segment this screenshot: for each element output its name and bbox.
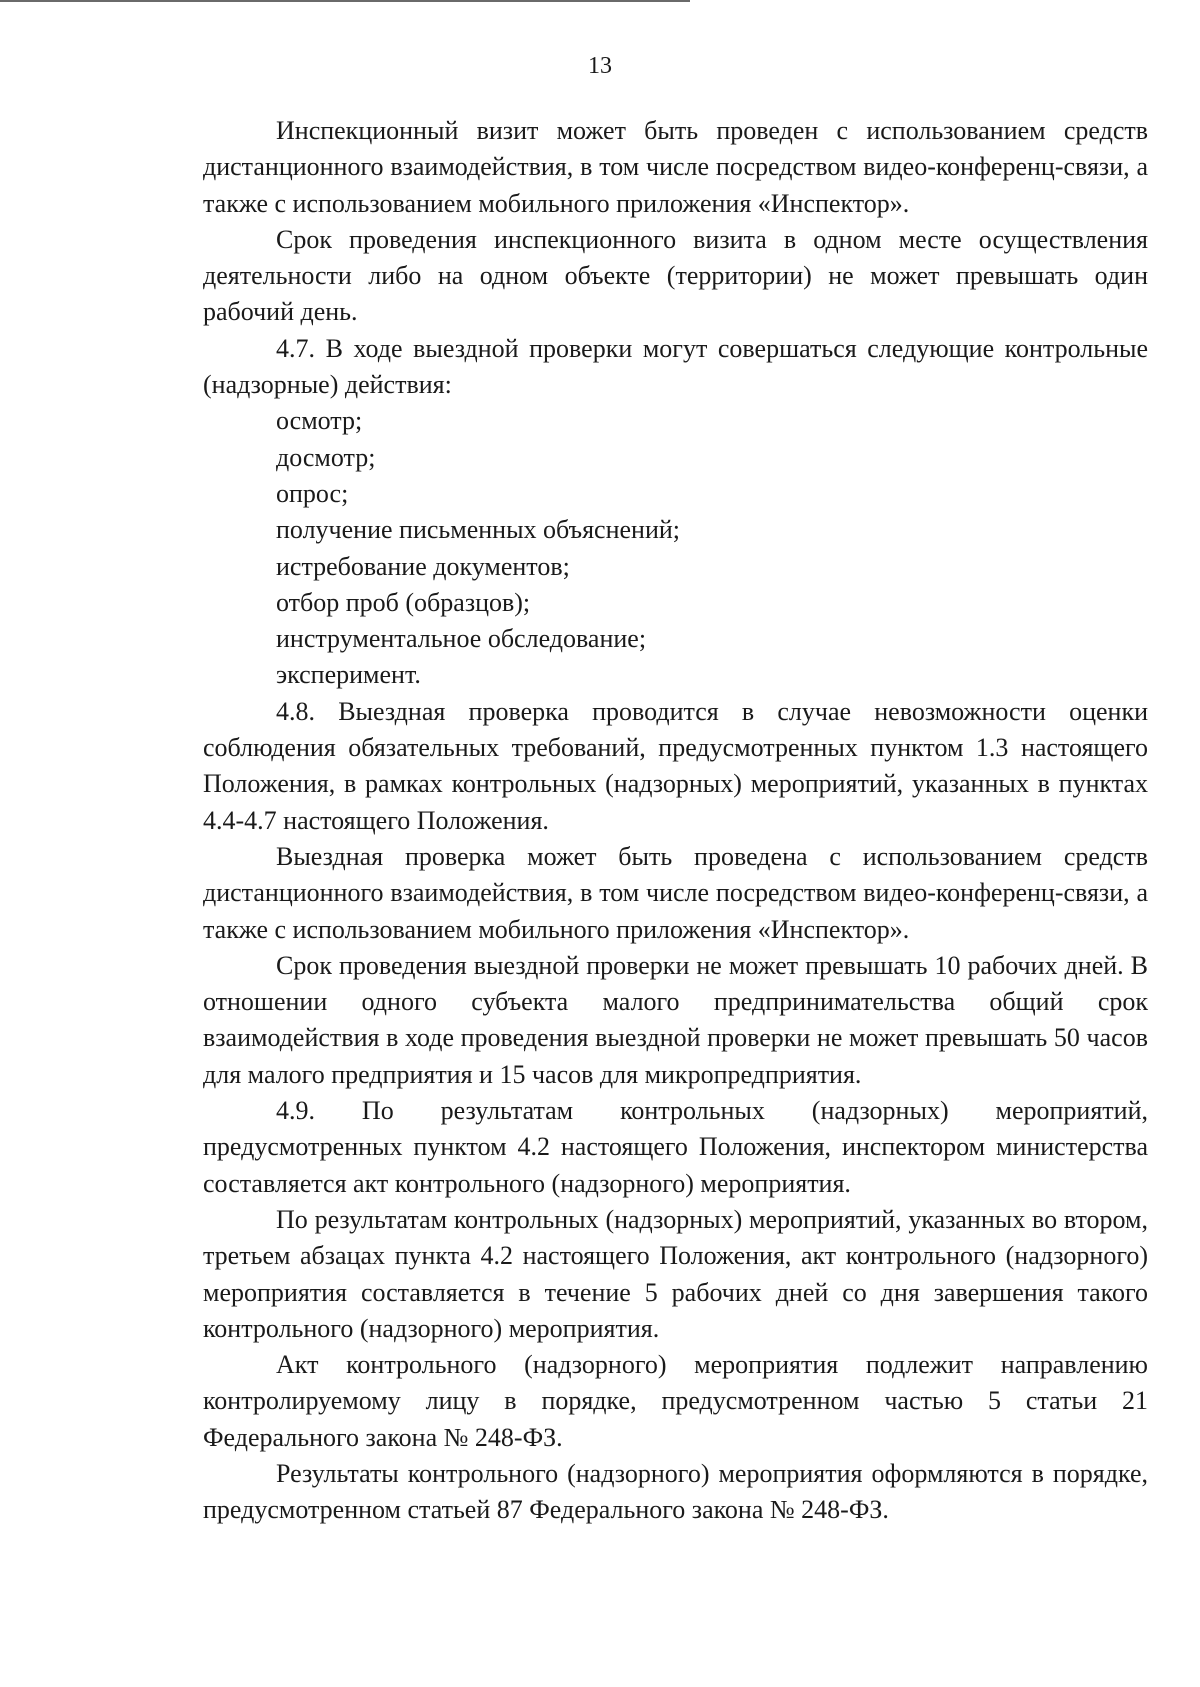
list-item-action: осмотр; xyxy=(276,406,363,436)
paragraph-onsite-check-duration: Срок проведения выездной проверки не может превышать 10 рабочих дней. В отношении одного субъекта малого предпринимательства общий срок взаимодействия в ходе проведения выездной проверки не может превышать 50 часов для малого предприятия и 15 часов для микропредприятия. xyxy=(203,950,1148,1089)
page-number: 13 xyxy=(588,53,612,79)
paragraph-act-delivery: Акт контрольного (надзорного) мероприятия подлежит направлению контролируемому лицу в порядке, предусмотренном частью 5 статьи 21 Федерального закона № 248-ФЗ. xyxy=(203,1350,1148,1452)
list-item-action: досмотр; xyxy=(276,442,376,472)
list-item-action: отбор проб (образцов); xyxy=(276,587,531,617)
paragraph-4-8: 4.8. Выездная проверка проводится в случае невозможности оценки соблюдения обязательных требований, предусмотренных пунктом 1.3 настоящего Положения, в рамках контрольных (надзорных) мероприятий, указанных в пунктах 4.4-4.7 настоящего Положения. xyxy=(203,696,1148,835)
list-item-action: эксперимент. xyxy=(276,660,421,690)
paragraph-inspection-visit-duration: Срок проведения инспекционного визита в одном месте осуществления деятельности либо на одном объекте (территории) не может превышать один рабочий день. xyxy=(203,224,1148,327)
paragraph-inspection-visit-remote: Инспекционный визит может быть проведен с использованием средств дистанционного взаимодействия, в том числе посредством видео-конференц-связи, а также с использованием мобильного приложения «Инспектор». xyxy=(203,116,1148,218)
list-item-action: инструментальное обследование; xyxy=(276,624,647,654)
paragraph-4-9: 4.9. По результатам контрольных (надзорных) мероприятий, предусмотренных пунктом 4.2 настоящего Положения, инспектором министерства составляется акт контрольного (надзорного) мероприятия. xyxy=(203,1096,1148,1198)
document-body xyxy=(203,113,1148,1529)
list-item-action: получение письменных объяснений; xyxy=(276,515,680,545)
scan-edge-line xyxy=(0,0,690,2)
paragraph-act-deadline: По результатам контрольных (надзорных) мероприятий, указанных во втором, третьем абзацах пункта 4.2 настоящего Положения, акт контрольного (надзорного) мероприятия составляется в течение 5 рабочих дней со дня завершения такого контрольного (надзорного) мероприятия. xyxy=(203,1204,1148,1343)
list-item-action: истребование документов; xyxy=(276,551,570,581)
list-item-action: опрос; xyxy=(276,478,349,508)
paragraph-onsite-check-remote: Выездная проверка может быть проведена с использованием средств дистанционного взаимодействия, в том числе посредством видео-конференц-связи, а также с использованием мобильного приложения «Инспектор». xyxy=(203,841,1148,944)
paragraph-results-formalization: Результаты контрольного (надзорного) мероприятия оформляются в порядке, предусмотренном статьей 87 Федерального закона № 248-ФЗ. xyxy=(203,1458,1148,1525)
paragraph-4-7: 4.7. В ходе выездной проверки могут совершаться следующие контрольные (надзорные) действия: xyxy=(203,333,1148,400)
